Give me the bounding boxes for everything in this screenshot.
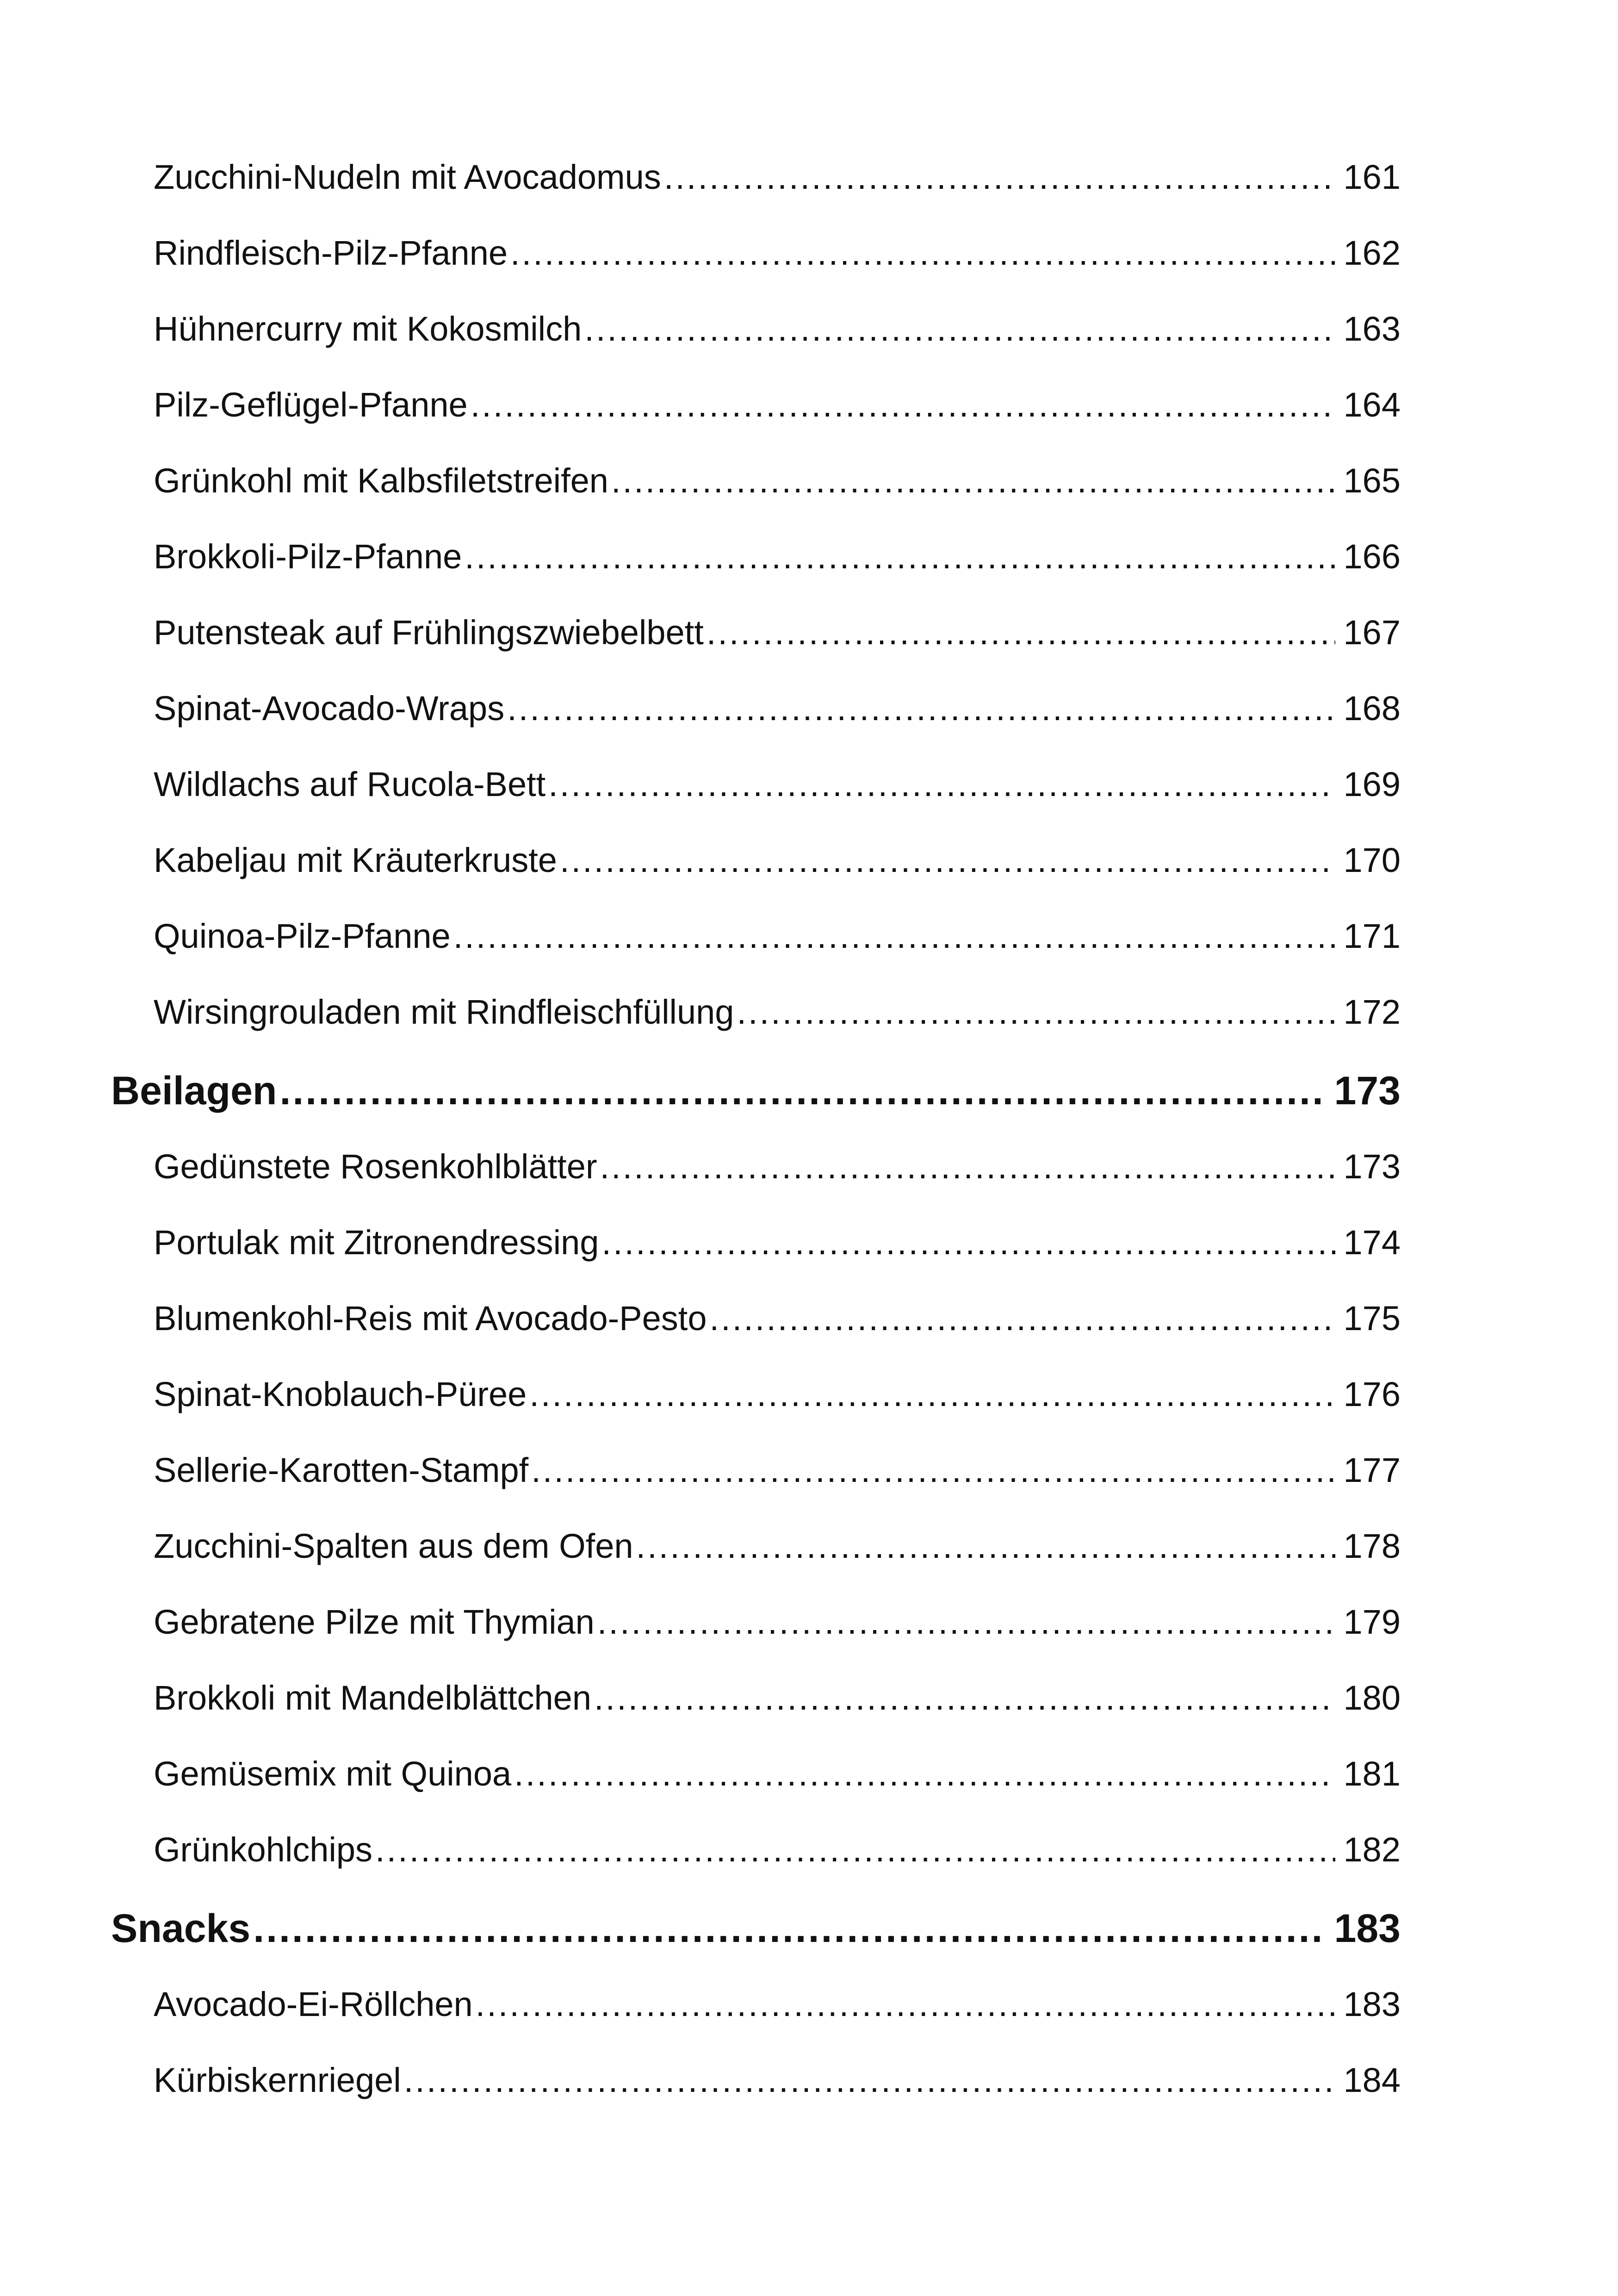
dot-leader [404, 2060, 1335, 2100]
toc-entry-page: 176 [1343, 1375, 1401, 1413]
toc-entry[interactable] [111, 613, 1401, 689]
toc-entry-page: 169 [1343, 765, 1401, 803]
toc-entry-title: Blumenkohl-Reis mit Avocado-Pesto [154, 1299, 707, 1338]
toc-entry[interactable] [111, 1375, 1401, 1450]
dot-leader [510, 233, 1335, 273]
toc-entry-page: 180 [1343, 1679, 1401, 1717]
toc-entry[interactable] [111, 2060, 1401, 2136]
toc-section-heading[interactable] [111, 1906, 1401, 1985]
toc-entry-page: 184 [1343, 2061, 1401, 2099]
toc-entry-title: Quinoa-Pilz-Pfanne [154, 917, 451, 955]
toc-entry[interactable] [111, 157, 1401, 233]
toc-entry-page: 173 [1343, 1147, 1401, 1186]
toc-entry[interactable] [111, 1602, 1401, 1678]
dot-leader [507, 689, 1335, 728]
toc-entry-page: 163 [1343, 310, 1401, 348]
toc-entry-page: 171 [1343, 917, 1401, 955]
toc-entry-page: 181 [1343, 1755, 1401, 1793]
toc-entry-title: Brokkoli-Pilz-Pfanne [154, 537, 462, 576]
toc-entry[interactable] [111, 233, 1401, 309]
toc-entry[interactable] [111, 1678, 1401, 1754]
toc-entry-page: 165 [1343, 461, 1401, 500]
dot-leader [514, 1754, 1335, 1793]
dot-leader [560, 840, 1335, 880]
toc-entry-title: Kürbiskernriegel [154, 2061, 401, 2099]
toc-entry[interactable] [111, 1526, 1401, 1602]
dot-leader [453, 916, 1335, 956]
dot-leader [548, 765, 1335, 804]
dot-leader [636, 1526, 1335, 1566]
toc-entry[interactable] [111, 1830, 1401, 1906]
toc-entry-page: 175 [1343, 1299, 1401, 1338]
toc-entry[interactable] [111, 765, 1401, 840]
toc-entry-title: Grünkohlchips [154, 1830, 373, 1869]
toc-entry-title: Pilz-Geflügel-Pfanne [154, 386, 468, 424]
toc-entry[interactable] [111, 537, 1401, 613]
toc-entry-page: 172 [1343, 993, 1401, 1031]
toc-entry-title: Rindfleisch-Pilz-Pfanne [154, 234, 508, 272]
toc-entry-title: Portulak mit Zitronendressing [154, 1223, 599, 1262]
toc-entry[interactable] [111, 689, 1401, 765]
toc-entry-title: Brokkoli mit Mandelblättchen [154, 1679, 591, 1717]
toc-entry-page: 164 [1343, 386, 1401, 424]
toc-entry-page: 166 [1343, 537, 1401, 576]
toc-entry-title: Gebratene Pilze mit Thymian [154, 1603, 595, 1641]
toc-entry-title: Spinat-Knoblauch-Püree [154, 1375, 527, 1413]
toc-entry-title: Wildlachs auf Rucola-Bett [154, 765, 546, 803]
toc-section-page: 173 [1334, 1069, 1401, 1113]
toc-entry[interactable] [111, 1985, 1401, 2060]
dot-leader [375, 1830, 1335, 1869]
toc-entry-page: 162 [1343, 234, 1401, 272]
toc-entry-page: 178 [1343, 1527, 1401, 1565]
dot-leader [611, 461, 1335, 500]
dot-leader [531, 1450, 1335, 1490]
dot-leader [279, 1068, 1326, 1114]
dot-leader [253, 1906, 1326, 1952]
toc-entry[interactable] [111, 1147, 1401, 1223]
toc-entry[interactable] [111, 385, 1401, 461]
toc-section-page: 183 [1334, 1906, 1401, 1951]
dot-leader [707, 613, 1335, 652]
toc-entry[interactable] [111, 1754, 1401, 1830]
toc-entry-title: Putensteak auf Frühlingszwiebelbett [154, 613, 704, 652]
toc-entry[interactable] [111, 461, 1401, 537]
dot-leader [597, 1602, 1335, 1642]
dot-leader [471, 385, 1335, 424]
toc-entry-title: Zucchini-Spalten aus dem Ofen [154, 1527, 633, 1565]
table-of-contents [111, 157, 1401, 2136]
toc-entry[interactable] [111, 1299, 1401, 1375]
toc-entry[interactable] [111, 1223, 1401, 1299]
toc-section-title: Snacks [111, 1906, 251, 1951]
toc-entry-page: 183 [1343, 1985, 1401, 2023]
toc-section-title: Beilagen [111, 1069, 277, 1113]
toc-entry-page: 182 [1343, 1830, 1401, 1869]
dot-leader [710, 1299, 1335, 1338]
toc-entry-title: Kabeljau mit Kräuterkruste [154, 841, 557, 879]
dot-leader [737, 992, 1335, 1032]
toc-entry-title: Wirsingrouladen mit Rindfleischfüllung [154, 993, 734, 1031]
toc-entry-title: Sellerie-Karotten-Stampf [154, 1451, 529, 1489]
toc-entry-page: 174 [1343, 1223, 1401, 1262]
toc-entry-title: Hühnercurry mit Kokosmilch [154, 310, 582, 348]
dot-leader [600, 1147, 1335, 1186]
toc-entry-title: Spinat-Avocado-Wraps [154, 689, 505, 728]
toc-entry-page: 179 [1343, 1603, 1401, 1641]
toc-entry-page: 161 [1343, 158, 1401, 196]
toc-entry[interactable] [111, 1450, 1401, 1526]
dot-leader [476, 1985, 1335, 2024]
toc-entry-title: Avocado-Ei-Röllchen [154, 1985, 473, 2023]
toc-entry-page: 168 [1343, 689, 1401, 728]
toc-entry[interactable] [111, 309, 1401, 385]
toc-entry-title: Zucchini-Nudeln mit Avocadomus [154, 158, 661, 196]
toc-entry[interactable] [111, 992, 1401, 1068]
dot-leader [664, 157, 1335, 197]
toc-entry[interactable] [111, 916, 1401, 992]
toc-entry-title: Grünkohl mit Kalbsfiletstreifen [154, 461, 608, 500]
dot-leader [601, 1223, 1335, 1262]
dot-leader [465, 537, 1335, 576]
toc-entry-page: 177 [1343, 1451, 1401, 1489]
dot-leader [529, 1375, 1335, 1414]
dot-leader [594, 1678, 1335, 1717]
toc-entry-title: Gedünstete Rosenkohlblätter [154, 1147, 597, 1186]
toc-entry-page: 170 [1343, 841, 1401, 879]
toc-section-heading[interactable] [111, 1068, 1401, 1147]
dot-leader [584, 309, 1335, 348]
toc-entry-page: 167 [1343, 613, 1401, 652]
toc-entry-title: Gemüsemix mit Quinoa [154, 1755, 512, 1793]
toc-entry[interactable] [111, 840, 1401, 916]
